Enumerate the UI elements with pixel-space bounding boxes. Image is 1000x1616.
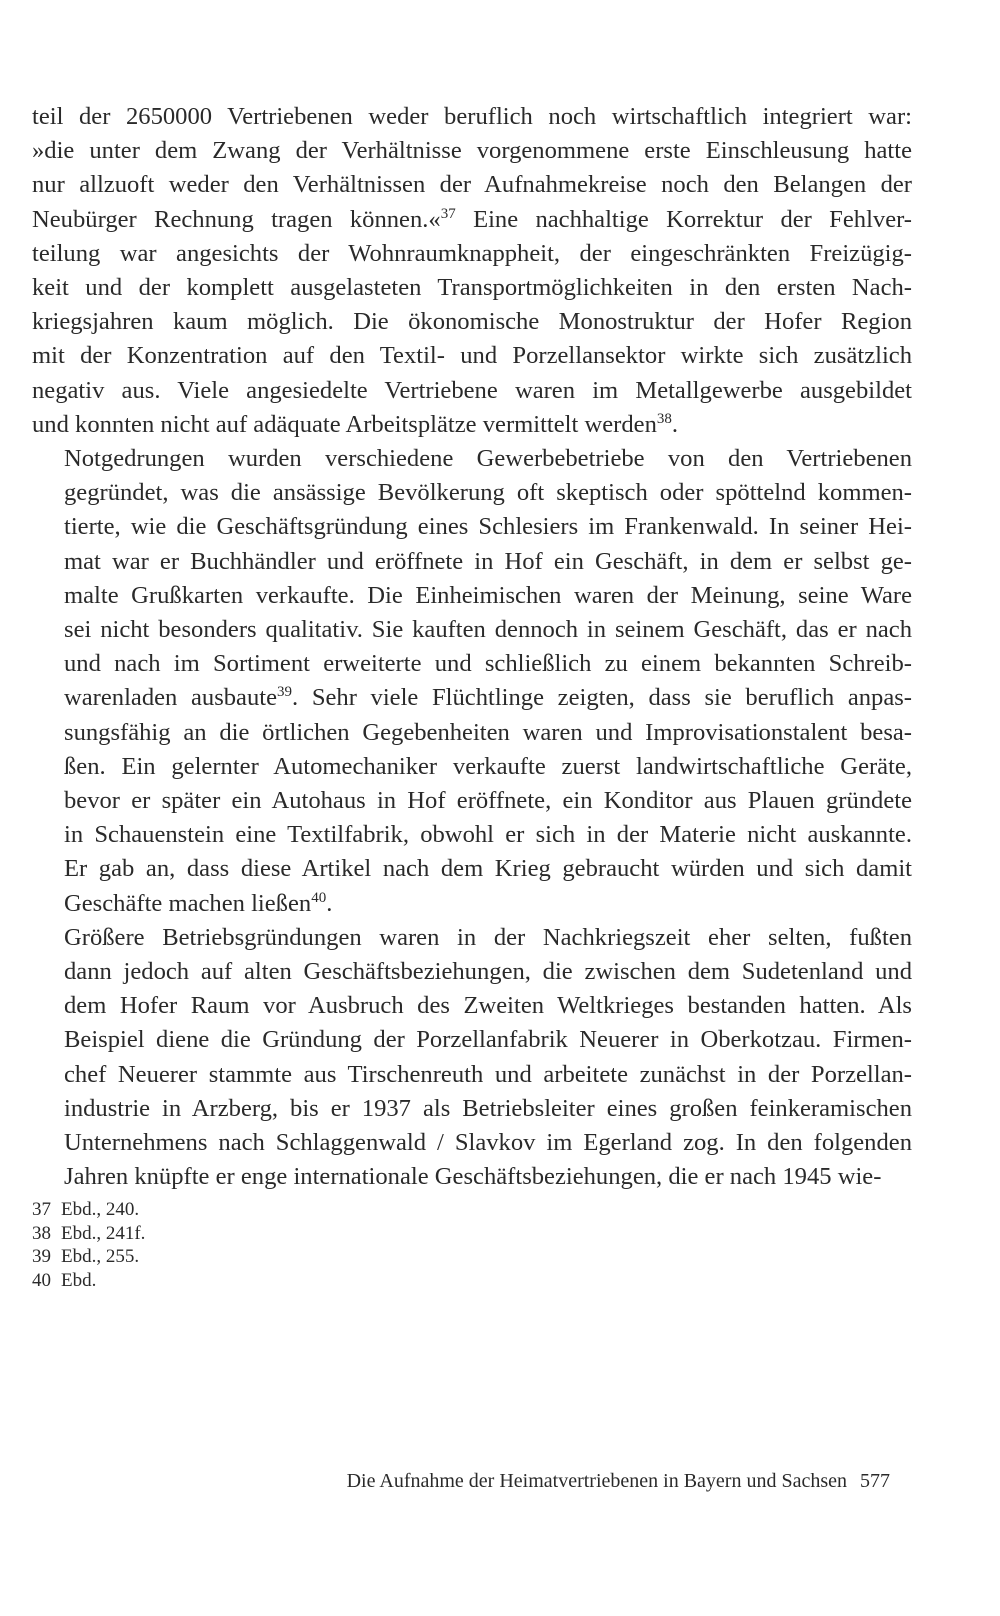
line-text-continued: Eine nachhaltige Korrektur der Fehlver- [455, 205, 912, 233]
text-line: malte Grußkarten verkaufte. Die Einheimischen waren der Meinung, seine Ware [64, 581, 912, 609]
text-line: Er gab an, dass diese Artikel nach dem Krieg gebraucht würden und sich damit [64, 855, 912, 883]
text-line: Unternehmens nach Schlaggenwald / Slavkov im Egerland zog. In den folgenden [64, 1129, 912, 1157]
footnote-reference: 39 [277, 684, 293, 701]
text-line [32, 887, 912, 921]
line-text-continued: . [671, 410, 679, 438]
text-line [32, 681, 912, 715]
text-line: bevor er später ein Autohaus in Hof eröffnete, ein Konditor aus Plauen gründete [64, 787, 912, 815]
footnote [32, 1269, 532, 1293]
running-footer [300, 1470, 890, 1493]
line-text: und konnten nicht auf adäquate Arbeitsplätze vermittelt werden [32, 410, 657, 438]
text-line: sungsfähig an die örtlichen Gegebenheiten waren und Improvisationstalent besa- [64, 718, 912, 746]
text-line: Größere Betriebsgründungen waren in der Nachkriegszeit eher selten, fußten [64, 923, 912, 951]
line-text-continued: . Sehr viele Flüchtlinge zeigten, dass sie beruflich anpas- [292, 684, 912, 712]
text-line: Notgedrungen wurden verschiedene Gewerbebetriebe von den Vertriebenen [64, 445, 912, 473]
footnote-reference: 40 [311, 889, 327, 906]
text-line: Beispiel diene die Gründung der Porzellanfabrik Neuerer in Oberkotzau. Firmen- [64, 1026, 912, 1054]
text-line: kriegsjahren kaum möglich. Die ökonomische Monostruktur der Hofer Region [32, 308, 912, 336]
text-line: und nach im Sortiment erweiterte und schließlich zu einem bekannten Schreib- [64, 650, 912, 678]
paragraph [32, 442, 912, 921]
text-line: mit der Konzentration auf den Textil- und Porzellansektor wirkte sich zusätzlich [32, 342, 912, 370]
text-line: gegründet, was die ansässige Bevölkerung oft skeptisch oder spöttelnd kommen- [64, 479, 912, 507]
footnote-text: Ebd., 255. [61, 1246, 140, 1267]
footnote [32, 1198, 532, 1222]
text-line: ßen. Ein gelernter Automechaniker verkaufte zuerst landwirtschaftliche Geräte, [64, 752, 912, 780]
footnote-number: 38 [32, 1222, 51, 1244]
footnote [32, 1222, 532, 1246]
line-text: Geschäfte machen ließen [64, 889, 312, 917]
text-line: teil der 2650000 Vertriebenen weder beruflich noch wirtschaftlich integriert war: [32, 103, 912, 130]
text-line: dem Hofer Raum vor Ausbruch des Zweiten Weltkrieges bestanden hatten. Als [64, 992, 912, 1020]
text-line: Jahren knüpfte er enge internationale Geschäftsbeziehungen, die er nach 1945 wie- [64, 1163, 882, 1191]
line-text-continued: . [326, 889, 333, 917]
text-line: tierte, wie die Geschäftsgründung eines Schlesiers im Frankenwald. In seiner Hei- [64, 513, 912, 541]
footnote [32, 1245, 532, 1269]
line-text: Neubürger Rechnung tragen können.« [32, 205, 441, 233]
footnote-reference: 38 [656, 410, 672, 427]
footnote-number: 37 [32, 1199, 51, 1220]
footnote-text: Ebd., 240. [61, 1199, 140, 1220]
text-line: chef Neuerer stammte aus Tirschenreuth und arbeitete zunächst in der Porzellan- [64, 1060, 912, 1088]
running-footer-title: Die Aufnahme der Heimatvertriebenen in Bayern und Sachsen [346, 1470, 847, 1492]
paragraph [32, 921, 912, 1195]
text-line: negativ aus. Viele angesiedelte Vertriebene waren im Metallgewerbe ausgebildet [32, 376, 912, 404]
footnotes [32, 1198, 532, 1292]
text-line [32, 408, 912, 442]
text-line [32, 203, 912, 237]
page-number: 577 [860, 1470, 890, 1492]
footnote-number: 39 [32, 1246, 51, 1267]
text-line: mat war er Buchhändler und eröffnete in Hof ein Geschäft, in dem er selbst ge- [64, 547, 912, 575]
text-line: keit und der komplett ausgelasteten Transportmöglichkeiten in den ersten Nach- [32, 274, 912, 302]
footnote-number: 40 [32, 1269, 51, 1291]
text-line: »die unter dem Zwang der Verhältnisse vorgenommene erste Einschleusung hatte [32, 137, 912, 165]
paragraph [32, 100, 912, 442]
footnote-text: Ebd., 241f. [61, 1222, 146, 1244]
footnote-reference: 37 [440, 205, 456, 222]
text-line: sei nicht besonders qualitativ. Sie kauften dennoch in seinem Geschäft, das er nach [64, 616, 912, 644]
line-text: warenladen ausbaute [64, 684, 278, 712]
main-text [32, 100, 912, 1195]
text-line: teilung war angesichts der Wohnraumknappheit, der eingeschränkten Freizügig- [32, 239, 912, 267]
text-line: nur allzuoft weder den Verhältnissen der Aufnahmekreise noch den Belangen der [32, 171, 912, 199]
footnote-text: Ebd. [61, 1269, 97, 1291]
text-line: dann jedoch auf alten Geschäftsbeziehungen, die zwischen dem Sudetenland und [64, 958, 912, 986]
text-line: industrie in Arzberg, bis er 1937 als Betriebsleiter eines großen feinkeramischen [64, 1094, 912, 1122]
text-line: in Schauenstein eine Textilfabrik, obwohl er sich in der Materie nicht auskannte. [64, 821, 912, 849]
